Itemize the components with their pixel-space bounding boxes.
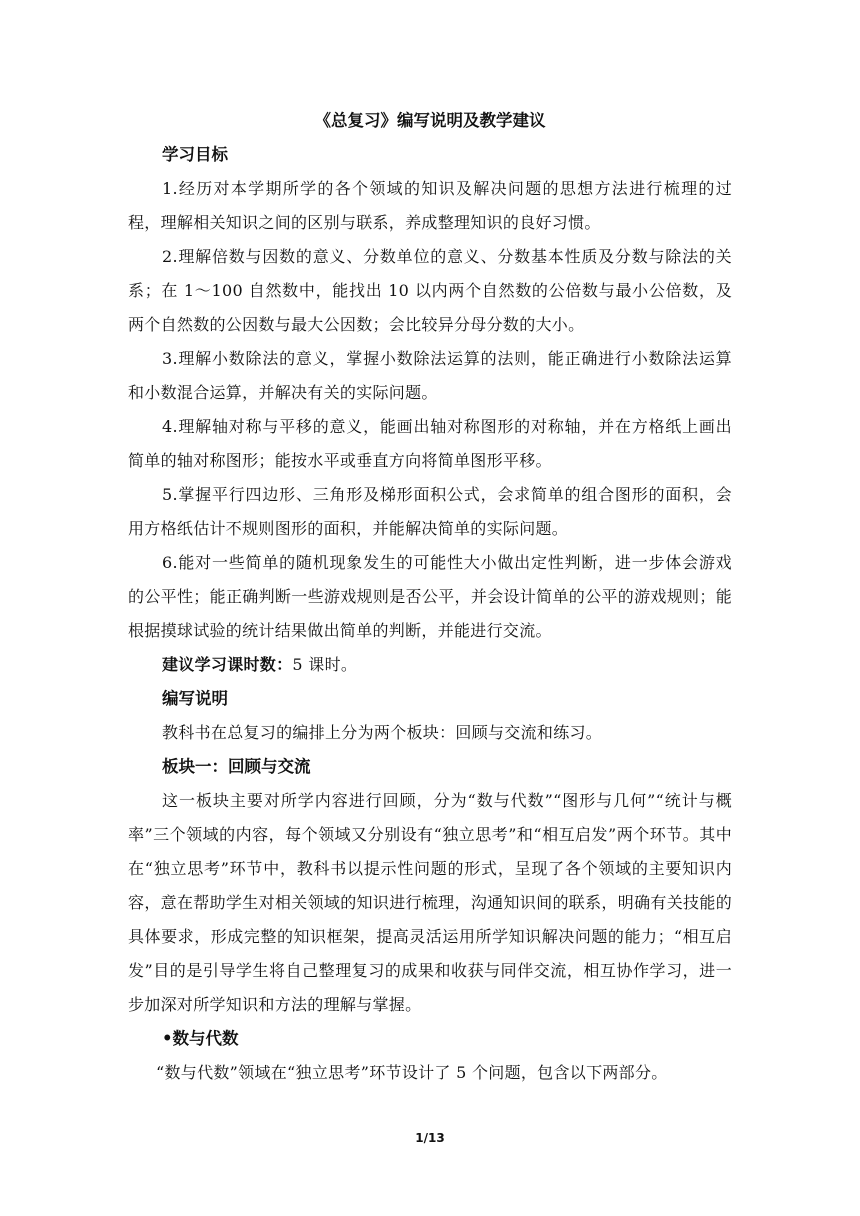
- heading-number-algebra: •数与代数: [162, 1029, 239, 1048]
- goal-item-5: 5.掌握平行四边形、三角形及梯形面积公式，会求简单的组合图形的面积，会用方格纸估计不规则图形的面积，并能解决简单的实际问题。: [128, 485, 732, 538]
- block-one-text: 这一板块主要对所学内容进行回顾，分为“数与代数”“图形与几何”“统计与概率”三个领域的内容，每个领域又分别设有“独立思考”和“相互启发”两个环节。其中在“独立思考”环节中，教科书以提示性问题的形式，呈现了各个领域的主要知识内容，意在帮助学生对相关领域的知识进行梳理，沟通知识间的联系，明确有关技能的具体要求，形成完整的知识框架，提高灵活运用所学知识解决问题的能力；“相互启发”目的是引导学生将自己整理复习的成果和收获与同伴交流，相互协作学习，进一步加深对所学知识和方法的理解与掌握。: [128, 791, 732, 1014]
- suggested-hours: [128, 648, 732, 682]
- suggested-hours-label: 建议学习课时数：: [162, 655, 293, 674]
- goal-item-6: 6.能对一些简单的随机现象发生的可能性大小做出定性判断，进一步体会游戏的公平性；能正确判断一些游戏规则是否公平，并会设计简单的公平的游戏规则；能根据摸球试验的统计结果做出简单的判断，并能进行交流。: [128, 553, 732, 640]
- suggested-hours-value: 5 课时。: [292, 655, 358, 674]
- document-title: 《总复习》编写说明及教学建议: [314, 111, 546, 130]
- goal-item-4: 4.理解轴对称与平移的意义，能画出轴对称图形的对称轴，并在方格纸上画出简单的轴对称图形；能按水平或垂直方向将简单图形平移。: [128, 417, 732, 470]
- goal-item-2: 2.理解倍数与因数的意义、分数单位的意义、分数基本性质及分数与除法的关系；在 1～100 自然数中，能找出 10 以内两个自然数的公倍数与最小公倍数，及两个自然数的公因数与最大公因数；会比较异分母分数的大小。: [128, 247, 732, 334]
- number-algebra-text: “数与代数”领域在“独立思考”环节设计了 5 个问题，包含以下两部分。: [156, 1063, 668, 1082]
- goal-item-3: 3.理解小数除法的意义，掌握小数除法运算的法则，能正确进行小数除法运算和小数混合运算，并解决有关的实际问题。: [128, 349, 732, 402]
- goal-item-1: 1.经历对本学期所学的各个领域的知识及解决问题的思想方法进行梳理的过程，理解相关知识之间的区别与联系，养成整理知识的良好习惯。: [128, 179, 732, 232]
- heading-learning-goals: 学习目标: [162, 145, 228, 164]
- writing-intro: 教科书在总复习的编排上分为两个板块：回顾与交流和练习。: [162, 723, 603, 742]
- heading-block-one: 板块一：回顾与交流: [162, 757, 311, 776]
- heading-writing-notes: 编写说明: [162, 689, 228, 708]
- document-body: [128, 106, 732, 1090]
- page-number: 1/13: [415, 1131, 445, 1145]
